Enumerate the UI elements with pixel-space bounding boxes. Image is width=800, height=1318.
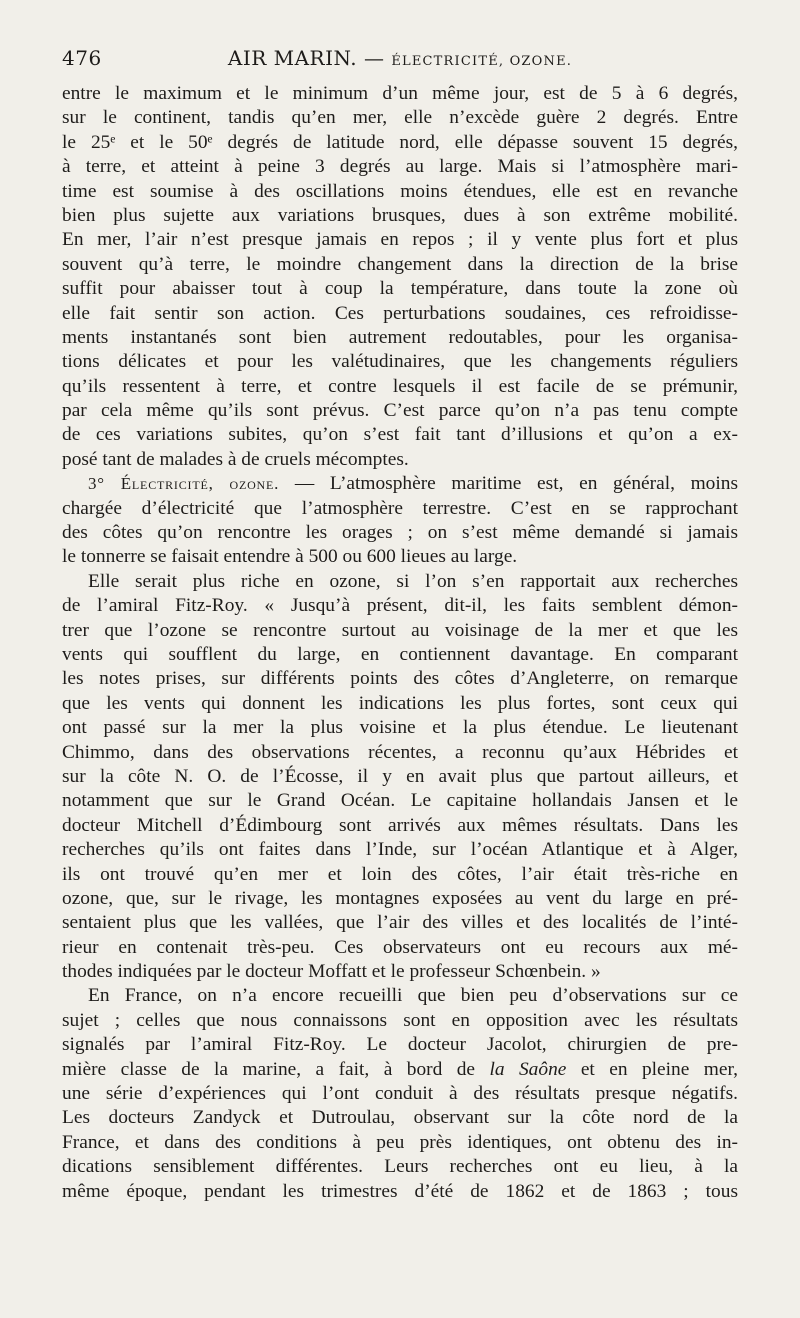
running-title-section: ÉLECTRICITÉ, OZONE.: [391, 54, 573, 69]
text-line: dications sensiblement différentes. Leurs recherches ont eu lieu, à la: [62, 1156, 738, 1178]
text-line: notamment que sur le Grand Océan. Le capitaine hollandais Jansen et le: [62, 790, 738, 812]
text-line: sujet ; celles que nous connaissons sont en opposition avec les résultats: [62, 1009, 738, 1031]
text-line: time est soumise à des oscillations moins étendues, elle est en revanche: [62, 180, 738, 202]
section-first-line-text: — L’atmosphère maritime est, en général, moins: [294, 473, 738, 495]
text-line: de l’amiral Fitz-Roy. « Jusqu’à présent, dit-il, les faits semblent démon-: [62, 595, 738, 617]
running-title-dash: —: [363, 46, 385, 70]
text-line: posé tant de malades à de cruels mécomptes.: [62, 448, 409, 470]
text-line: ozone, que, sur le rivage, les montagnes exposées au vent du large en pré-: [62, 887, 738, 909]
section-heading: 3° Électricité, ozone.: [88, 474, 280, 494]
text-line: sur le continent, tandis qu’en mer, elle n’excède guère 2 degrés. Entre: [62, 107, 738, 129]
running-title-main: AIR MARIN.: [227, 46, 358, 70]
text-line: ont passé sur la mer la plus voisine et la plus étendue. Le lieutenant: [62, 717, 738, 739]
text-line: sur la côte N. O. de l’Écosse, il y en avait plus que partout ailleurs, et: [62, 765, 738, 787]
text-line: les notes prises, sur différents points des côtes d’Angleterre, on remarque: [62, 668, 738, 690]
text-fragment: mière classe de la marine, a fait, à bord de: [62, 1058, 476, 1080]
text-line: le tonnerre se faisait entendre à 500 ou 600 lieues au large.: [62, 546, 518, 568]
text-line: recherches qu’ils ont faites dans l’Inde, sur l’océan Atlantique et à Alger,: [62, 839, 738, 861]
text-line: Elle serait plus riche en ozone, si l’on s’en rapportait aux recherches: [88, 570, 738, 592]
text-line: entre le maximum et le minimum d’un même jour, est de 5 à 6 degrés,: [62, 83, 738, 104]
text-line: signalés par l’amiral Fitz-Roy. Le docteur Jacolot, chirurgien de pre-: [62, 1034, 738, 1056]
text-line: des côtes qu’on rencontre les orages ; on s’est même demandé si jamais: [62, 522, 738, 544]
text-line: une série d’expériences qui l’ont conduit à des résultats presque négatifs.: [62, 1083, 738, 1105]
text-line: En mer, l’air n’est presque jamais en repos ; il y vente plus fort et plus: [62, 229, 738, 251]
text-line: elle fait sentir son action. Ces perturbations soudaines, ces refroidisse-: [62, 302, 738, 324]
text-line: thodes indiquées par le docteur Moffatt et le professeur Schœnbein. »: [62, 961, 601, 983]
text-line: Chimmo, dans des observations récentes, a reconnu qu’aux Hébrides et: [62, 741, 738, 763]
text-line: chargée d’électricité que l’atmosphère terrestre. C’est en se rapprochant: [62, 497, 738, 519]
section-first-line: [62, 472, 738, 496]
text-line: rieur en contenait très-peu. Ces observateurs ont eu recours aux mé-: [62, 936, 738, 958]
page-number: 476: [62, 46, 102, 70]
text-line: souvent qu’à terre, le moindre changement dans la direction de la brise: [62, 253, 738, 275]
text-line: à terre, et atteint à peine 3 degrés au large. Mais si l’atmosphère mari-: [62, 156, 738, 178]
ship-name: la Saône: [489, 1058, 567, 1080]
text-line: de ces variations subites, qu’on s’est fait tant d’illusions et qu’on a ex-: [62, 424, 738, 446]
page-body: [62, 82, 738, 1204]
text-line: qu’ils ressentent à terre, et contre lesquels il est facile de se prémunir,: [62, 375, 738, 397]
text-line: ments instantanés sont bien autrement redoutables, pour les organisa-: [62, 326, 738, 348]
text-line: bien plus sujette aux variations brusques, dues à son extrême mobilité.: [62, 204, 738, 226]
text-line: par cela même qu’ils sont prévus. C’est parce qu’on n’a pas tenu compte: [62, 400, 738, 422]
text-line: sentaient plus que les vallées, que l’air des villes et des localités de l’inté-: [62, 912, 738, 934]
page-header: [62, 46, 738, 76]
text-line: Les docteurs Zandyck et Dutroulau, observant sur la côte nord de la: [62, 1107, 738, 1129]
text-line: tions délicates et pour les valétudinaires, que les changements réguliers: [62, 351, 738, 373]
text-line: vents qui soufflent du large, en contiennent davantage. En comparant: [62, 643, 738, 665]
text-line: France, et dans des conditions à peu près identiques, ont obtenu des in-: [62, 1131, 738, 1153]
text-line: le 25ᵉ et le 50ᵉ degrés de latitude nord, elle dépasse souvent 15 degrés,: [62, 131, 738, 153]
text-line: En France, on n’a encore recueilli que bien peu d’observations sur ce: [88, 985, 738, 1007]
text-line: même époque, pendant les trimestres d’été de 1862 et de 1863 ; tous: [62, 1180, 738, 1202]
text-line: suffit pour abaisser tout à coup la température, dans toute la zone où: [62, 278, 738, 300]
text-line: trer que l’ozone se rencontre surtout au voisinage de la mer et que les: [62, 619, 738, 641]
running-title: [132, 46, 738, 70]
text-line: docteur Mitchell d’Édimbourg sont arrivés aux mêmes résultats. Dans les: [62, 814, 738, 836]
text-line-with-ship: [62, 1058, 738, 1082]
text-line: ils ont trouvé qu’en mer et loin des côtes, l’air était très-riche en: [62, 863, 738, 885]
text-line: que les vents qui donnent les indications les plus fortes, sont ceux qui: [62, 692, 738, 714]
text-fragment: et en pleine mer,: [580, 1058, 738, 1080]
